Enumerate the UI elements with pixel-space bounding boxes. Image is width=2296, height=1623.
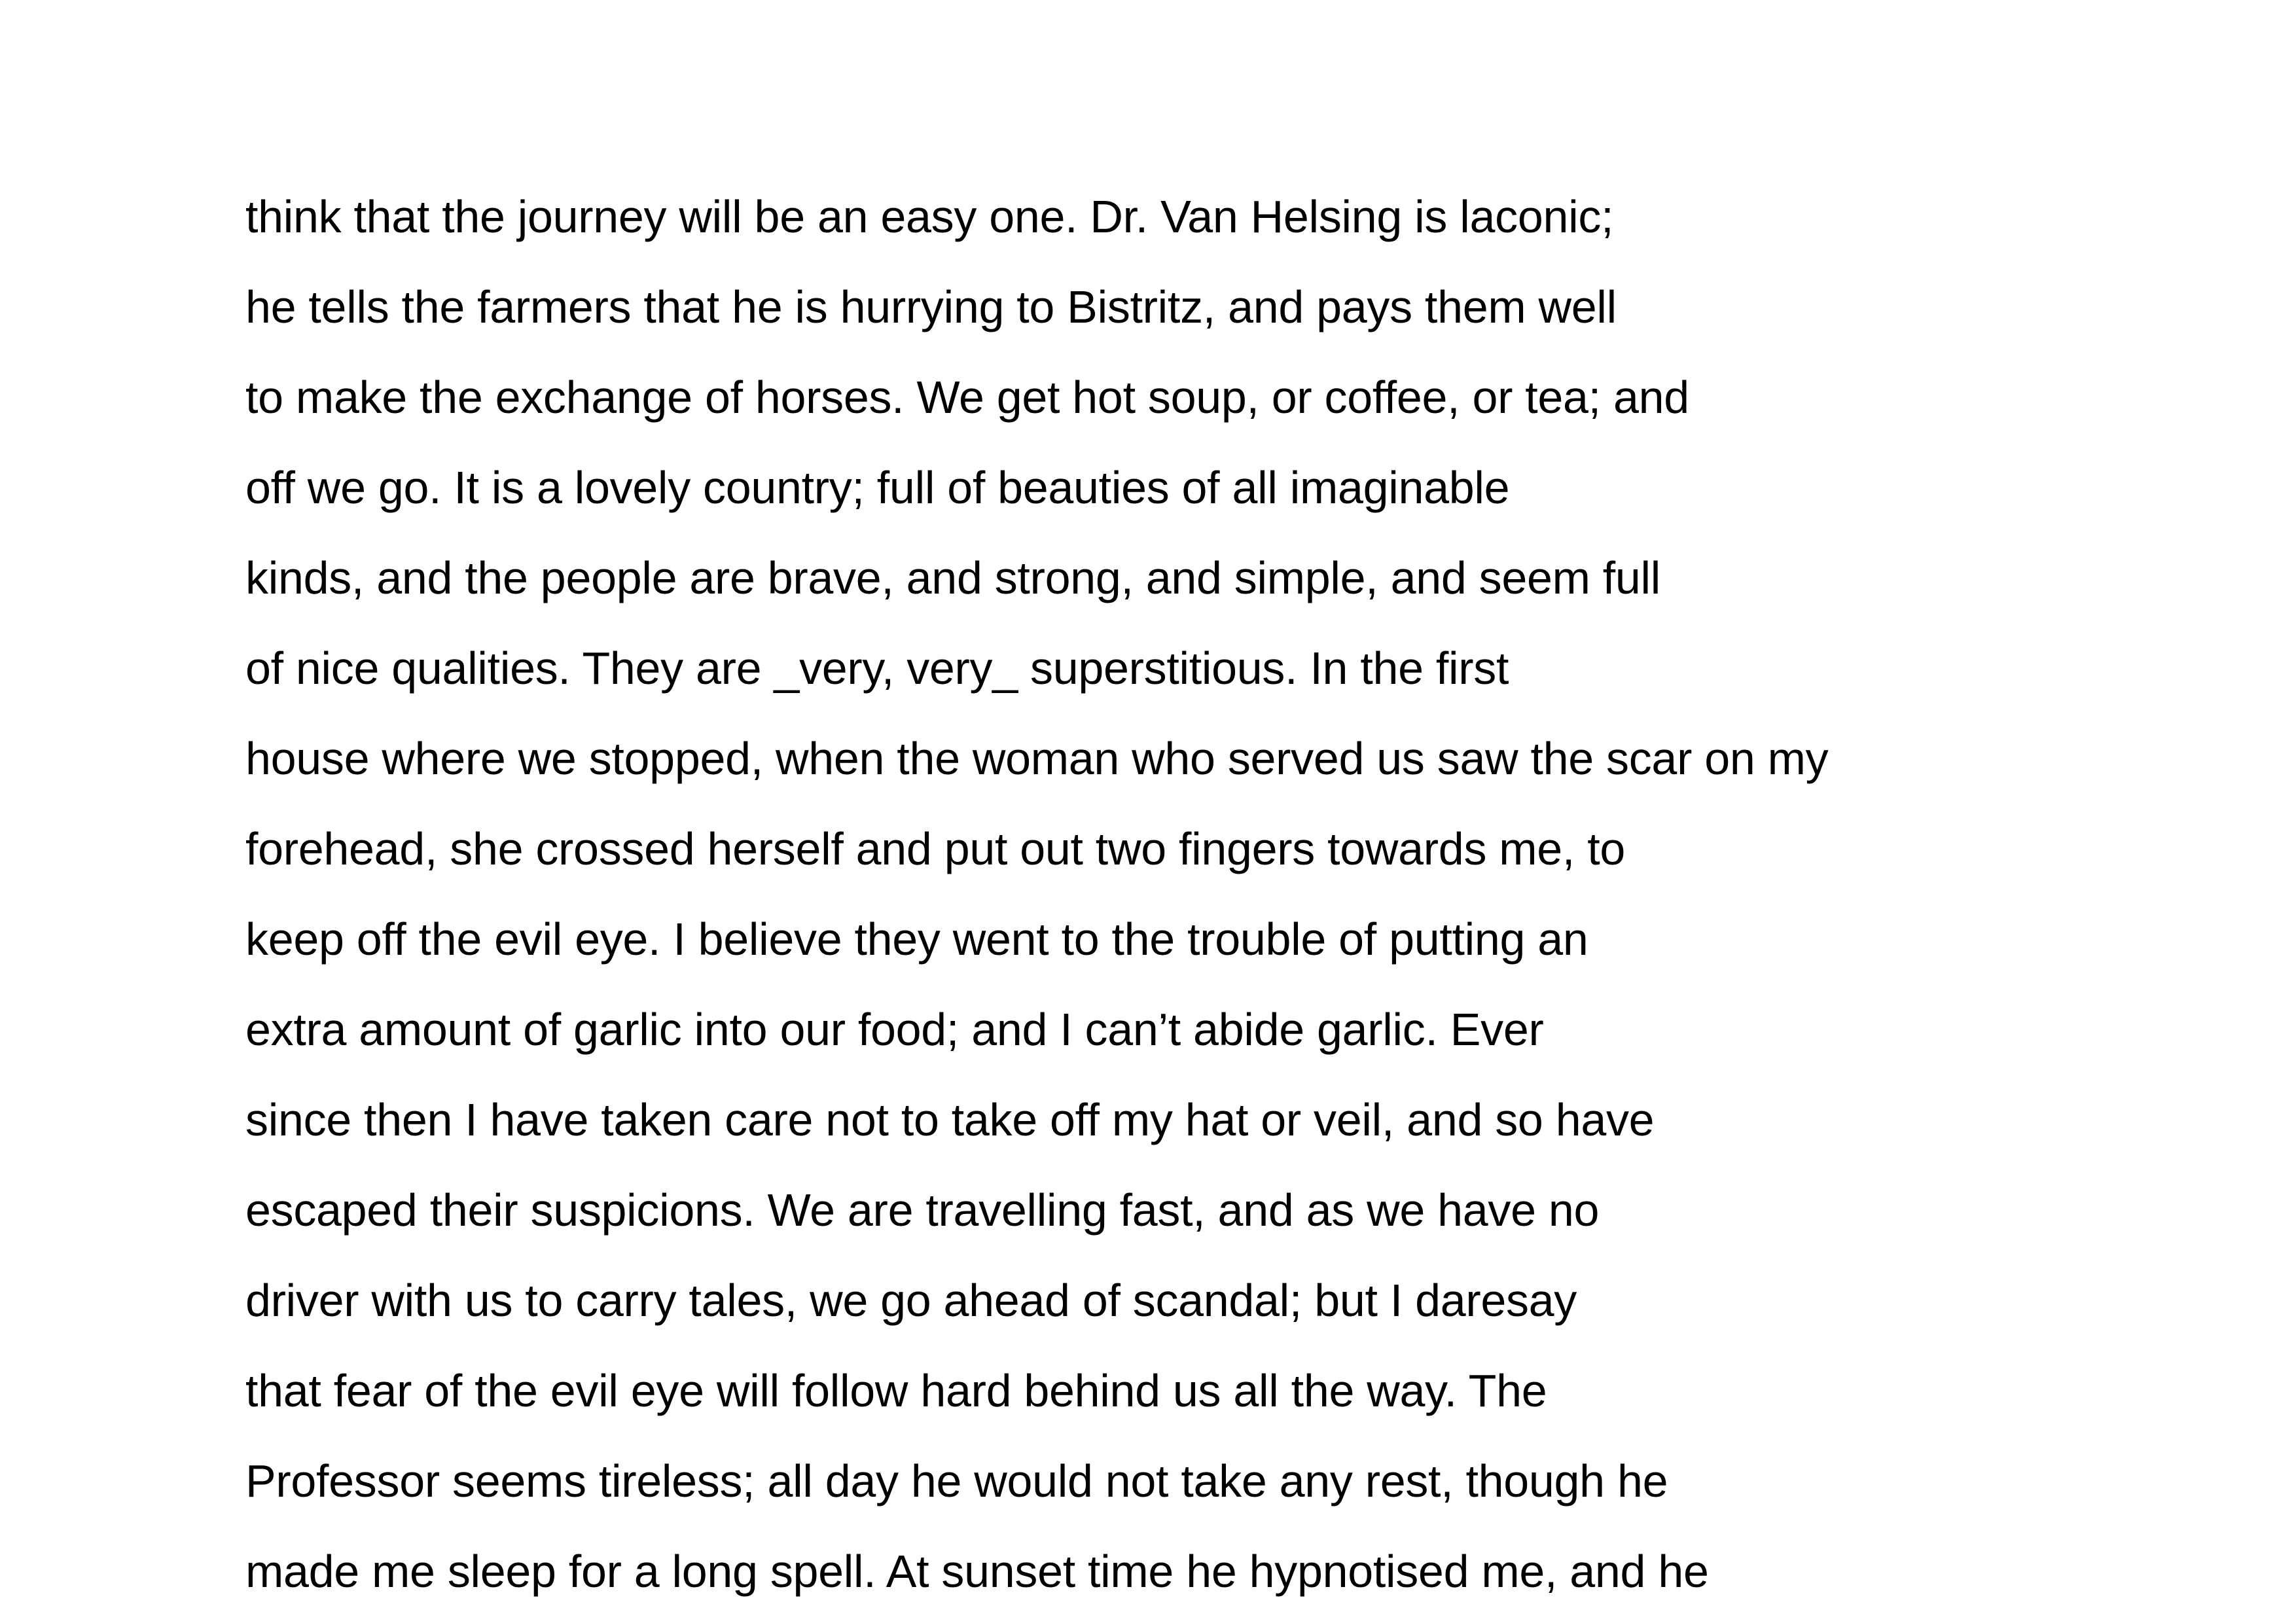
body-text — [245, 171, 2209, 1616]
text-line: think that the journey will be an easy one. Dr. Van Helsing is laconic; — [245, 191, 1614, 242]
text-line: house where we stopped, when the woman who served us saw the scar on my — [245, 733, 1829, 784]
text-line: forehead, she crossed herself and put out two fingers towards me, to — [245, 823, 1626, 874]
text-line: keep off the evil eye. I believe they went to the trouble of putting an — [245, 914, 1588, 965]
text-line: made me sleep for a long spell. At sunset time he hypnotised me, and he — [245, 1546, 1709, 1597]
text-line: that fear of the evil eye will follow hard behind us all the way. The — [245, 1365, 1547, 1416]
text-line: since then I have taken care not to take off my hat or veil, and so have — [245, 1094, 1655, 1145]
text-line: of nice qualities. They are _very, very_ superstitious. In the first — [245, 643, 1509, 694]
text-line: he tells the farmers that he is hurrying to Bistritz, and pays them well — [245, 281, 1617, 332]
text-line: Professor seems tireless; all day he would not take any rest, though he — [245, 1455, 1668, 1507]
text-line: kinds, and the people are brave, and strong, and simple, and seem full — [245, 552, 1661, 603]
text-line: to make the exchange of horses. We get hot soup, or coffee, or tea; and — [245, 372, 1689, 423]
text-line: escaped their suspicions. We are travelling fast, and as we have no — [245, 1185, 1600, 1236]
text-line: extra amount of garlic into our food; and I can’t abide garlic. Ever — [245, 1004, 1544, 1055]
text-line: driver with us to carry tales, we go ahead of scandal; but I daresay — [245, 1275, 1577, 1326]
text-line: off we go. It is a lovely country; full of beauties of all imaginable — [245, 462, 1510, 513]
